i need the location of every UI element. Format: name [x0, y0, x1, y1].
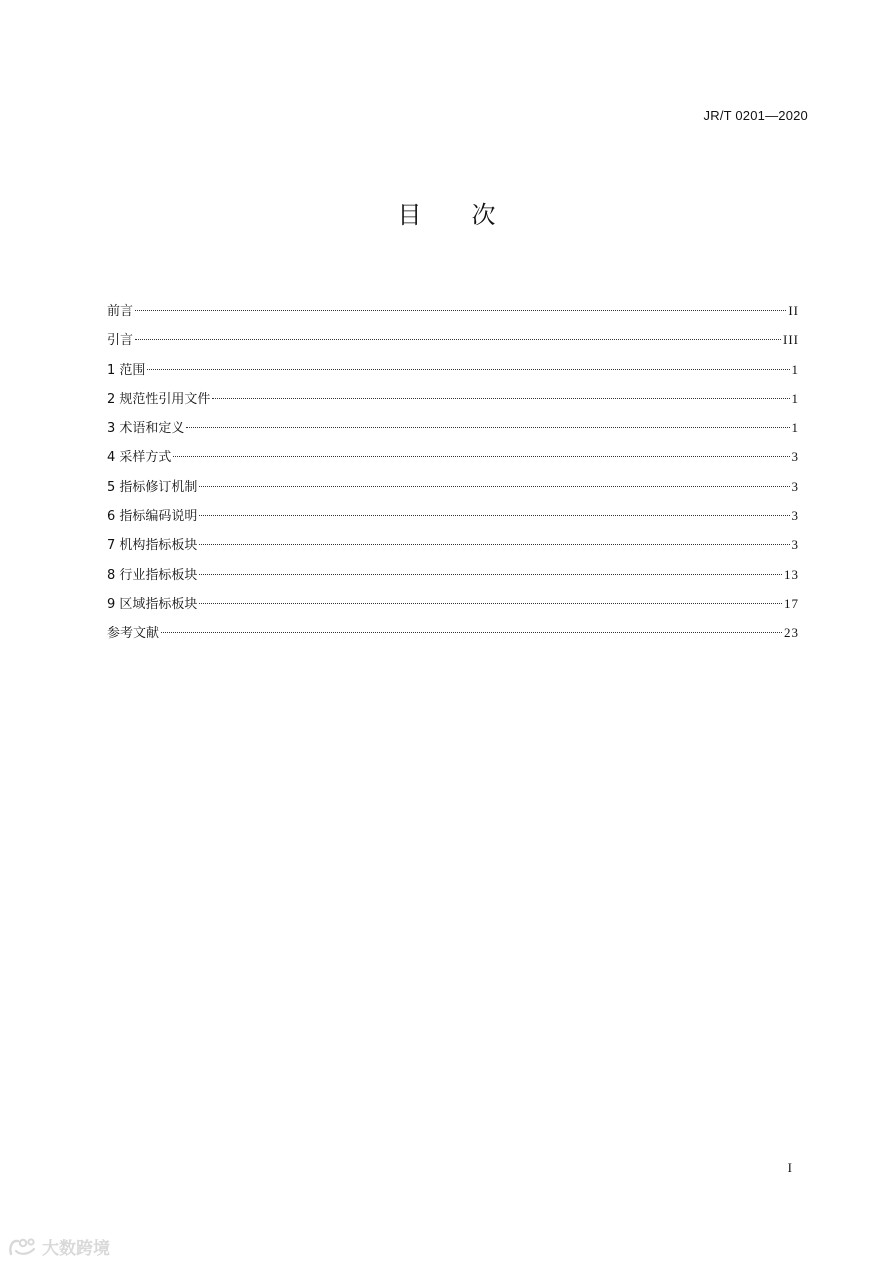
toc-entry-page: 17: [784, 595, 799, 611]
title-char-1: 目: [397, 201, 422, 229]
toc-entry-label: 2 规范性引用文件: [107, 391, 211, 407]
toc-entry-page: 3: [791, 478, 799, 494]
toc-leader-dots: [199, 574, 782, 575]
page-title: [0, 195, 893, 230]
toc-entry-label: 3 术语和定义: [107, 421, 185, 437]
toc-entry-page: III: [783, 332, 799, 348]
toc-entry-normative-references[interactable]: [107, 384, 799, 413]
watermark-text: 大数跨境: [42, 1239, 110, 1259]
toc-leader-dots: [199, 486, 789, 487]
toc-entry-regional-indicators[interactable]: [107, 589, 799, 618]
brand-logo-icon: [8, 1237, 38, 1257]
toc-entry-label: 8 行业指标板块: [107, 567, 198, 583]
toc-entry-label: 4 采样方式: [107, 450, 172, 466]
toc-entry-label: 6 指标编码说明: [107, 509, 198, 525]
toc-entry-foreword[interactable]: [107, 296, 799, 325]
toc-entry-page: 3: [791, 537, 799, 553]
toc-entry-industry-indicators[interactable]: [107, 560, 799, 589]
toc-entry-introduction[interactable]: [107, 325, 799, 354]
toc-leader-dots: [199, 603, 782, 604]
toc-leader-dots: [161, 632, 782, 633]
toc-entry-page: 13: [784, 566, 799, 582]
toc-leader-dots: [173, 456, 789, 457]
toc-leader-dots: [212, 398, 789, 399]
toc-entry-label: 7 机构指标板块: [107, 538, 198, 554]
toc-entry-revision-mechanism[interactable]: [107, 472, 799, 501]
toc-entry-page: II: [788, 303, 799, 318]
toc-entry-institution-indicators[interactable]: [107, 530, 799, 559]
toc-entry-label: 参考文献: [107, 626, 160, 642]
toc-entry-coding-description[interactable]: [107, 501, 799, 530]
title-char-2: 次: [471, 201, 496, 229]
page-number: I: [787, 1160, 792, 1175]
toc-leader-dots: [199, 515, 789, 516]
toc-entry-scope[interactable]: [107, 355, 799, 384]
toc-leader-dots: [135, 310, 786, 311]
toc-entry-page: 1: [791, 390, 799, 406]
toc-entry-label: 9 区域指标板块: [107, 596, 198, 612]
toc-entry-sampling-method[interactable]: [107, 442, 799, 471]
toc-entry-label: 引言: [107, 333, 134, 349]
toc-entry-label: 前言: [107, 304, 134, 319]
toc-entry-page: 1: [791, 420, 799, 436]
watermark: [8, 1234, 110, 1259]
toc-entry-page: 3: [791, 508, 799, 524]
standard-code: JR/T 0201—2020: [703, 108, 808, 123]
toc-entry-label: 1 范围: [107, 362, 146, 378]
toc-entry-page: 23: [784, 625, 799, 641]
toc-leader-dots: [199, 544, 789, 545]
toc-leader-dots: [135, 339, 781, 340]
toc-entry-page: 1: [791, 361, 799, 377]
toc-entry-label: 5 指标修订机制: [107, 479, 198, 495]
toc-entry-bibliography[interactable]: [107, 618, 799, 647]
toc-entry-page: 3: [791, 449, 799, 465]
toc-leader-dots: [147, 369, 789, 370]
table-of-contents: [107, 296, 799, 648]
toc-leader-dots: [186, 427, 789, 428]
toc-entry-terms-definitions[interactable]: [107, 413, 799, 442]
